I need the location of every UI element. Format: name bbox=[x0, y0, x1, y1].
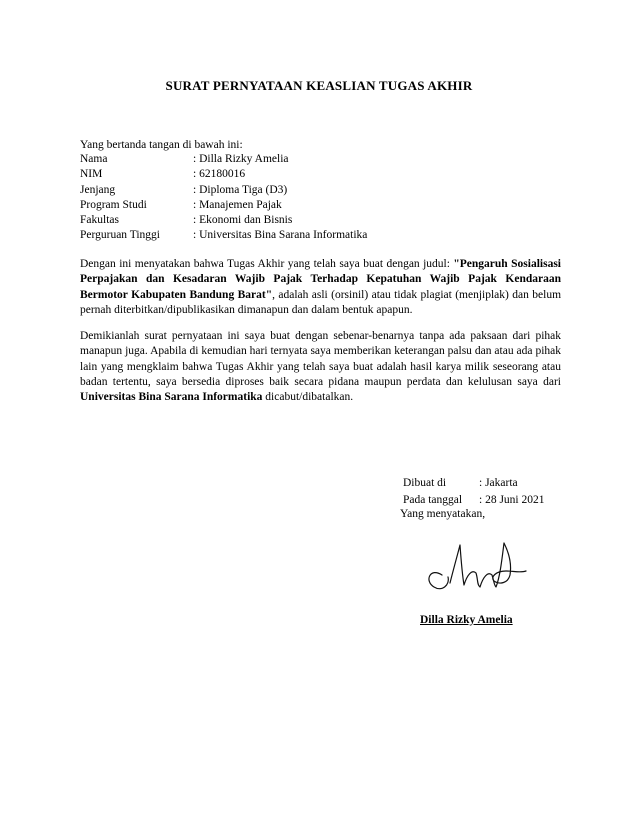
handwritten-signature bbox=[420, 537, 530, 599]
field-label: Nama bbox=[80, 153, 108, 165]
declaration-text: Dengan ini menyatakan bahwa Tugas Akhir yang telah saya buat dengan judul: bbox=[80, 258, 454, 270]
field-value: : Universitas Bina Sarana Informatika bbox=[193, 229, 368, 242]
field-value: : Diploma Tiga (D3) bbox=[193, 183, 288, 196]
signing-details bbox=[403, 477, 545, 511]
field-label: Fakultas bbox=[80, 214, 119, 227]
date-value: : 28 Juni 2021 bbox=[479, 494, 545, 506]
closing-text: Demikianlah surat pernyataan ini saya buat dengan sebenar-benarnya tanpa ada paksaan dari pihak manapun juga. Apabila di kemudian hari ternyata saya memberikan keterangan palsu dan atau ada pihak lain yang mengklaim bahwa Tugas Akhir yang telah saya buat adalah hasil karya milik seseorang atau badan tertentu, saya bersedia diproses baik secara pidana maupun perdata dan kelulusan saya dari bbox=[80, 330, 561, 388]
field-value: : Ekonomi dan Bisnis bbox=[193, 214, 293, 227]
date-label: Pada tanggal bbox=[403, 494, 463, 506]
field-label: NIM bbox=[80, 168, 103, 181]
field-value: : 62180016 bbox=[193, 168, 246, 181]
identity-table bbox=[80, 153, 367, 245]
field-row-jenjang bbox=[80, 184, 367, 199]
document-title: SURAT PERNYATAAN KEASLIAN TUGAS AKHIR bbox=[165, 78, 473, 93]
field-value: : Manajemen Pajak bbox=[193, 198, 282, 211]
field-row-program-studi bbox=[80, 199, 367, 214]
declaration-paragraph bbox=[80, 257, 561, 318]
field-row-nama bbox=[80, 153, 367, 168]
field-label: Jenjang bbox=[80, 183, 116, 196]
signer-statement: Yang menyatakan, bbox=[400, 508, 486, 520]
thesis-title: "Pengaruh Sosialisasi Perpajakan dan Kesadaran Wajib Pajak Terhadap Kepatuhan Wajib Pajak Kendaraan Bermotor Kabupaten Bandung Barat" bbox=[80, 258, 561, 301]
place-row bbox=[403, 477, 545, 494]
closing-paragraph bbox=[80, 329, 561, 405]
declaration-text-end: , adalah asli (orsinil) atau tidak plagiat (menjiplak) dan belum pernah diterbitkan/dipublikasikan dimanapun dan dalam bentuk apapun. bbox=[80, 288, 562, 316]
field-row-nim bbox=[80, 168, 367, 183]
place-value: : Jakarta bbox=[479, 477, 518, 489]
signer-name: Dilla Rizky Amelia bbox=[420, 614, 513, 626]
field-row-fakultas bbox=[80, 214, 367, 229]
place-label: Dibuat di bbox=[403, 477, 447, 489]
field-row-perguruan-tinggi bbox=[80, 229, 367, 244]
field-label: Perguruan Tinggi bbox=[80, 229, 160, 242]
institution-name: Universitas Bina Sarana Informatika bbox=[80, 391, 263, 404]
field-label: Program Studi bbox=[80, 198, 147, 211]
closing-text-end: dicabut/dibatalkan. bbox=[262, 391, 354, 404]
intro-text: Yang bertanda tangan di bawah ini: bbox=[80, 139, 243, 151]
field-value: : Dilla Rizky Amelia bbox=[193, 153, 289, 165]
